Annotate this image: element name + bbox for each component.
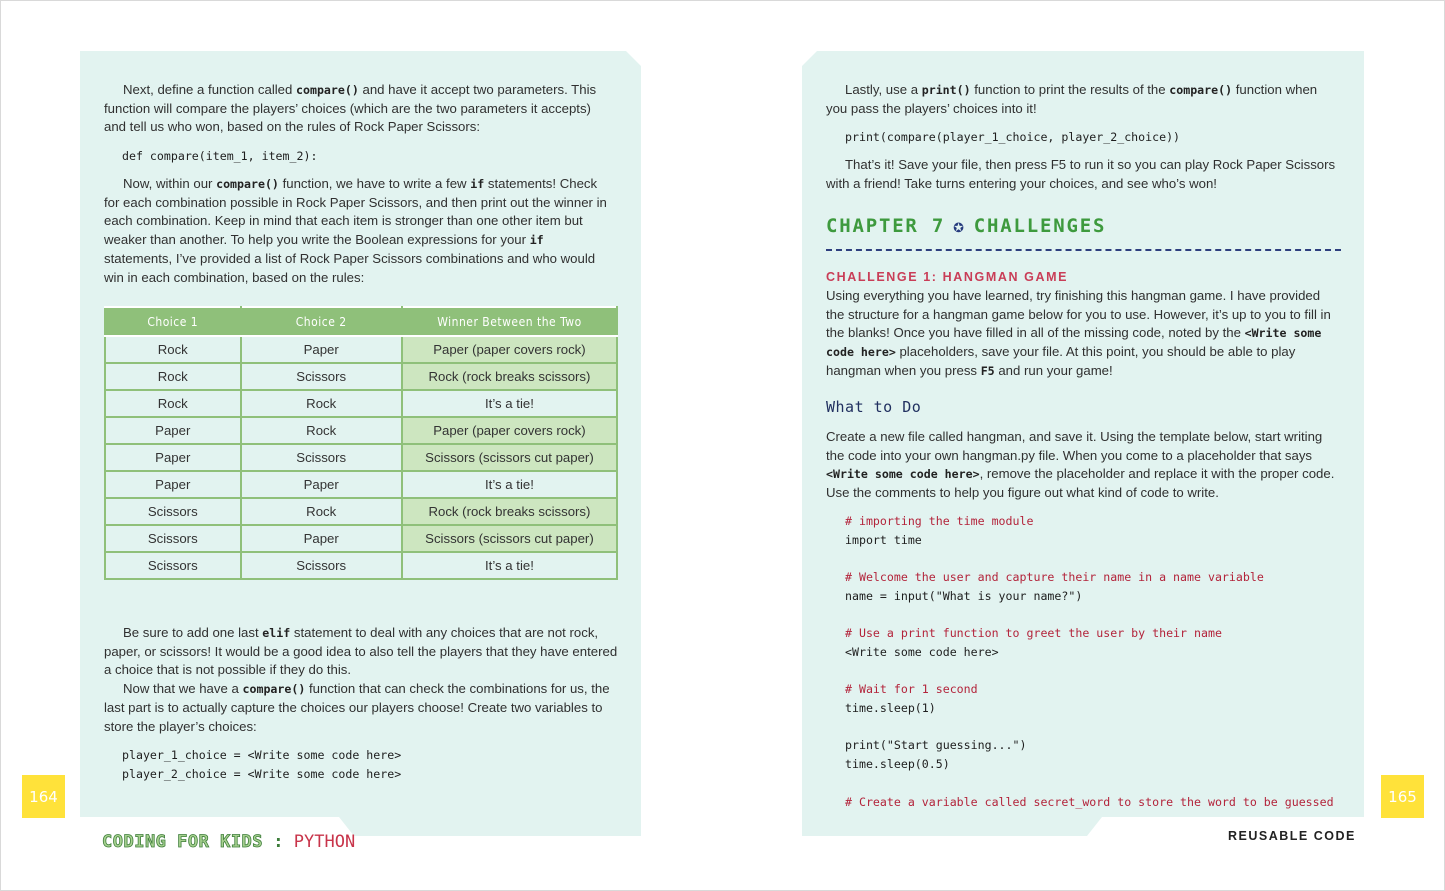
- right-paragraph-2: That’s it! Save your file, then press F5 to run it so you can play Rock Paper Scissors with a friend! Take turns entering your choices, and see who’s won!: [826, 157, 1336, 191]
- page-number-right: 165: [1381, 775, 1424, 818]
- table-cell-choice: Paper: [241, 336, 402, 363]
- table-cell-choice: Scissors: [241, 363, 402, 390]
- table-cell-winner: It’s a tie!: [402, 390, 617, 417]
- challenge-title: CHALLENGE 1: HANGMAN GAME: [826, 270, 1069, 284]
- table-cell-winner: Scissors (scissors cut paper): [402, 525, 617, 552]
- table-cell-choice: Scissors: [105, 525, 241, 552]
- table-cell-choice: Paper: [105, 444, 241, 471]
- table-row: [105, 471, 617, 498]
- table-cell-winner: It’s a tie!: [402, 471, 617, 498]
- table-cell-winner: Scissors (scissors cut paper): [402, 444, 617, 471]
- footer-book-title: CODING FOR KIDS : PYTHON: [102, 832, 356, 852]
- hangman-code-block: # importing the time module import time # Welcome the user and capture their name in a name variable name = input("What is your name?") # Use a print function to greet the user by their name <Write some code here> # Wait for 1 second time.sleep(1) print("Start guessing...") time.sleep(0.5) # Create a variable called secret_word to store the word to be guessed: [845, 514, 1334, 809]
- table-cell-choice: Rock: [241, 498, 402, 525]
- table-row: [105, 363, 617, 390]
- what-to-do-heading: What to Do: [826, 398, 922, 416]
- table-row: [105, 444, 617, 471]
- table-cell-choice: Scissors: [105, 552, 241, 579]
- footer-chapter-title: REUSABLE CODE: [1228, 829, 1356, 843]
- table-cell-winner: Rock (rock breaks scissors): [402, 498, 617, 525]
- table-row: [105, 552, 617, 579]
- left-paragraph-3: Be sure to add one last elif statement to deal with any choices that are not rock, paper, or scissors! It would be a good idea to also tell the players that they have entered a choice that is not possible if they do this. Now that we have a compare() function that can check the combinations for us, the last part is to actually capture the choices our players choose! Create two variables to store the player’s choices:: [104, 625, 618, 734]
- table-cell-choice: Rock: [241, 417, 402, 444]
- right-code-print-compare: print(compare(player_1_choice, player_2_choice)): [845, 130, 1181, 144]
- table-header-row: [105, 307, 617, 336]
- left-code-player-choices: player_1_choice = <Write some code here> player_2_choice = <Write some code here>: [122, 748, 402, 781]
- right-paragraph-4: Create a new file called hangman, and save it. Using the template below, start writing the code into your own hangman.py file. When you come to a placeholder that says <Write some code here>, remove the placeholder and replace it with the proper code. Use the comments to help you figure out what kind of code to write.: [826, 429, 1335, 501]
- table-cell-choice: Scissors: [241, 444, 402, 471]
- table-cell-winner: It’s a tie!: [402, 552, 617, 579]
- table-cell-choice: Rock: [105, 363, 241, 390]
- table-cell-choice: Paper: [241, 471, 402, 498]
- table-header-choice-1: Choice 1: [105, 307, 241, 336]
- dashed-divider: [826, 249, 1341, 251]
- table-row: [105, 417, 617, 444]
- table-cell-choice: Paper: [241, 525, 402, 552]
- table-cell-winner: Paper (paper covers rock): [402, 417, 617, 444]
- right-paragraph-3: Using everything you have learned, try finishing this hangman game. I have provided the structure for a hangman game below for you to use. However, it’s up to you to fill in the blanks! Once you have filled in all of the missing code, noted by the <Write some code here> placeholders, save your file. At this point, you should be able to play hangman when you press F5 and run your game!: [826, 288, 1331, 378]
- rock-paper-scissors-table: [104, 306, 618, 580]
- table-cell-choice: Rock: [105, 336, 241, 363]
- table-cell-choice: Scissors: [241, 552, 402, 579]
- right-paragraph-1: Lastly, use a print() function to print the results of the compare() function when you pass the players’ choices into it!: [826, 82, 1318, 116]
- table-cell-winner: Paper (paper covers rock): [402, 336, 617, 363]
- table-cell-winner: Rock (rock breaks scissors): [402, 363, 617, 390]
- table-cell-choice: Paper: [105, 471, 241, 498]
- table-row: [105, 525, 617, 552]
- table-cell-choice: Rock: [241, 390, 402, 417]
- star-icon: ✪: [953, 215, 966, 237]
- table-row: [105, 390, 617, 417]
- table-row: [105, 336, 617, 363]
- left-paragraph-1: Next, define a function called compare() and have it accept two parameters. This function will compare the players’ choices (which are the two parameters it accepts) and tell us who won, based on the rules of Rock Paper Scissors:: [104, 82, 597, 135]
- table-cell-choice: Scissors: [105, 498, 241, 525]
- table-cell-choice: Paper: [105, 417, 241, 444]
- left-code-compare-def: def compare(item_1, item_2):: [122, 149, 318, 163]
- left-paragraph-2: Now, within our compare() function, we have to write a few if statements! Check for each combination possible in Rock Paper Scissors, and then print out the winner in each combination. Keep in mind that each item is stronger than one other item but weaker than another. To help you write the Boolean expressions for your if statements, I’ve provided a list of Rock Paper Scissors combinations and who would win in each combination, based on the rules:: [104, 176, 607, 285]
- table-row: [105, 498, 617, 525]
- chapter-heading: CHAPTER 7 ✪ CHALLENGES: [826, 215, 1107, 237]
- table-cell-choice: Rock: [105, 390, 241, 417]
- page-number-left: 164: [22, 775, 65, 818]
- table-header-choice-2: Choice 2: [241, 307, 402, 336]
- table-header-winner: Winner Between the Two: [402, 307, 617, 336]
